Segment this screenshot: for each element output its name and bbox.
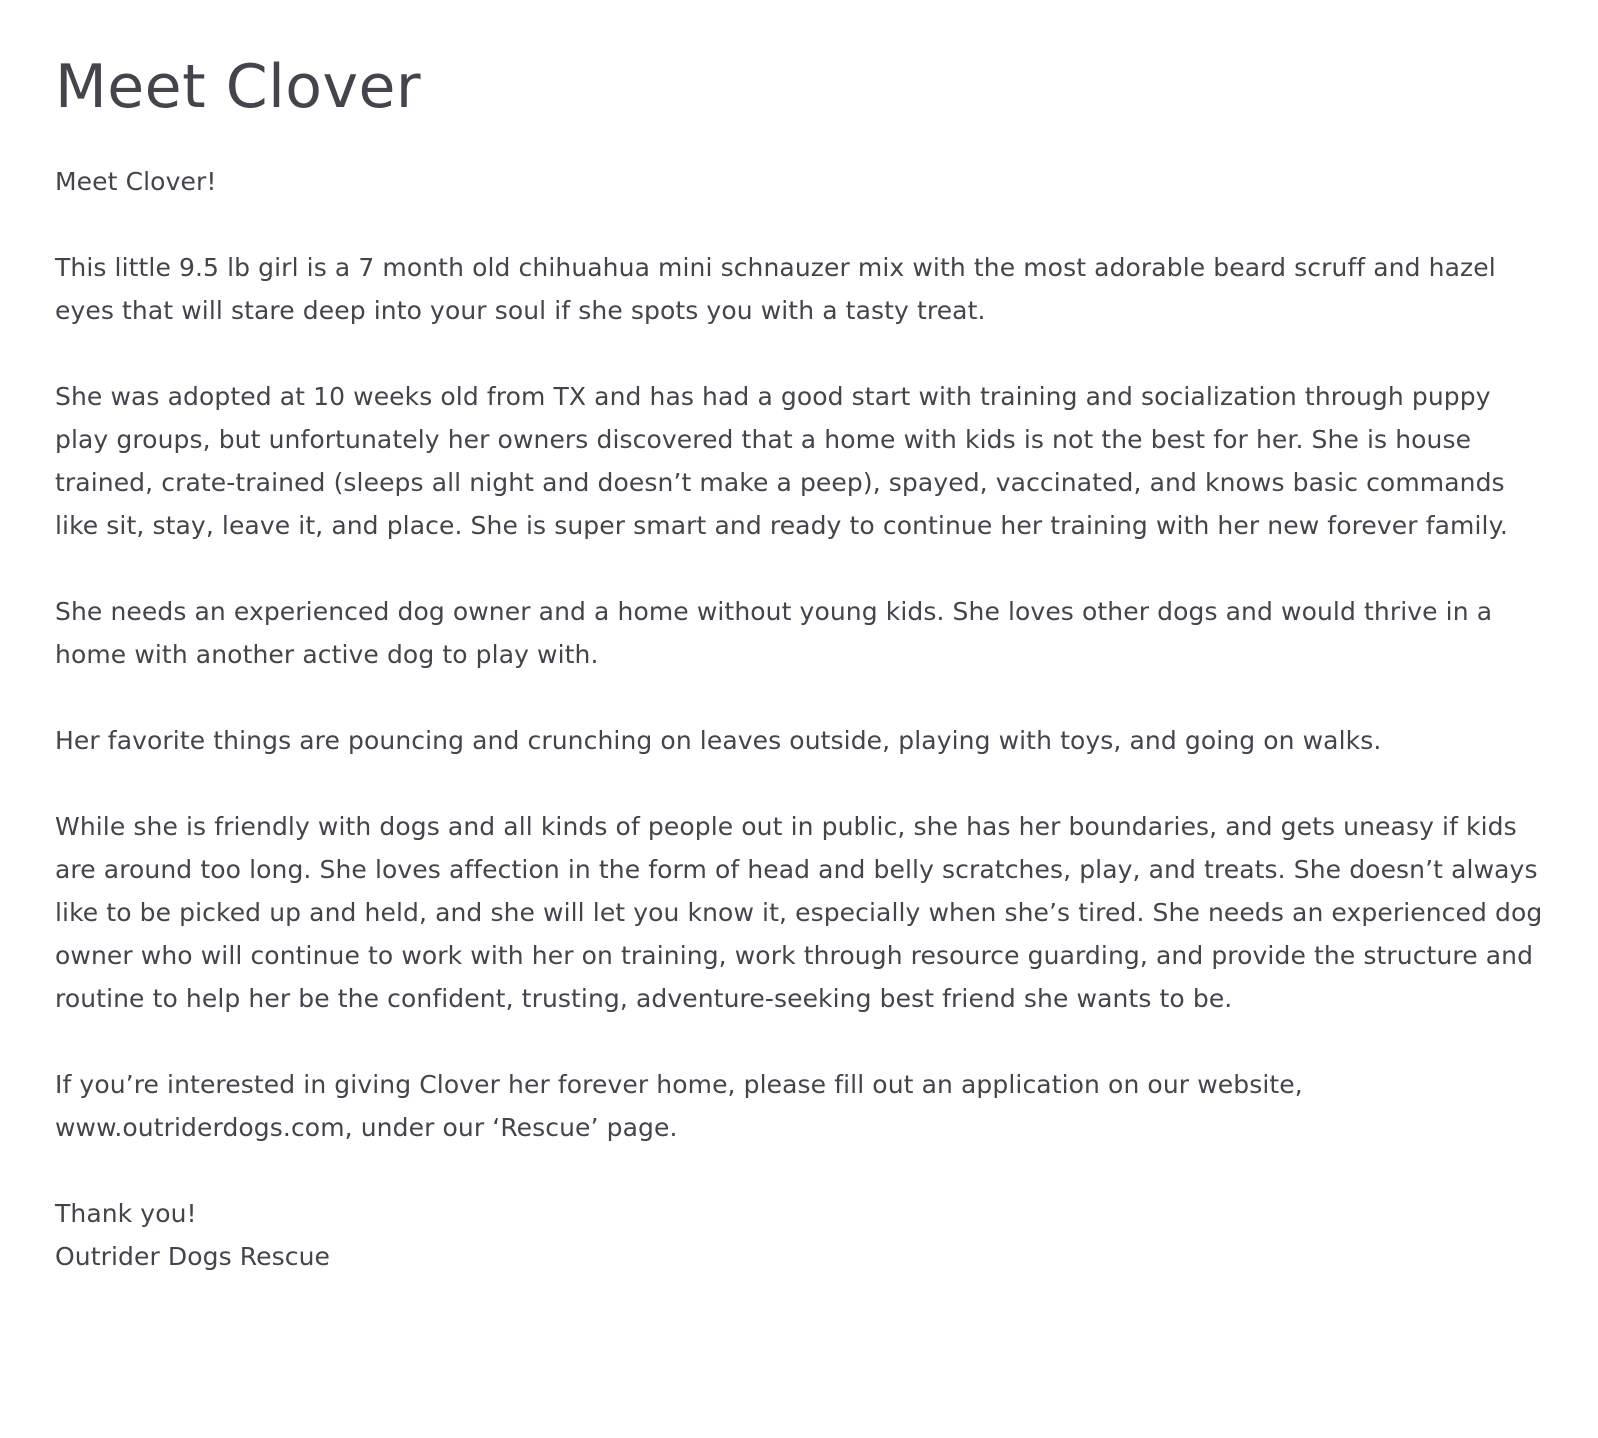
signoff: [55, 1192, 1543, 1278]
paragraph-favorites: Her favorite things are pouncing and crunching on leaves outside, playing with toys, and going on walks.: [55, 726, 1382, 755]
paragraph-background: She was adopted at 10 weeks old from TX and has had a good start with training and socialization through puppy play groups, but unfortunately her owners discovered that a home with kids is not the best for her. She is house trained, crate-trained (sleeps all night and doesn’t make a peep), spayed, vaccinated, and knows basic commands like sit, stay, leave it, and place. She is super smart and ready to continue her training with her new forever family.: [55, 382, 1508, 540]
paragraph-needs: She needs an experienced dog owner and a home without young kids. She loves other dogs and would thrive in a home with another active dog to play with.: [55, 597, 1493, 669]
signoff-signature: Outrider Dogs Rescue: [55, 1242, 331, 1271]
paragraph-greeting: Meet Clover!: [55, 167, 217, 196]
paragraph-application: If you’re interested in giving Clover her forever home, please fill out an application on our website, www.outriderdogs.com, under our ‘Rescue’ page.: [55, 1070, 1303, 1142]
page-title: Meet Clover: [55, 52, 422, 122]
paragraph-temperament: While she is friendly with dogs and all kinds of people out in public, she has her boundaries, and gets uneasy if kids are around too long. She loves affection in the form of head and belly scratches, play, and treats. She doesn’t always like to be picked up and held, and she will let you know it, especially when she’s tired. She needs an experienced dog owner who will continue to work with her on training, work through resource guarding, and provide the structure and routine to help her be the confident, trusting, adventure-seeking best friend she wants to be.: [55, 812, 1543, 1013]
paragraph-description: This little 9.5 lb girl is a 7 month old chihuahua mini schnauzer mix with the most adorable beard scruff and hazel eyes that will stare deep into your soul if she spots you with a tasty treat.: [55, 253, 1496, 325]
signoff-thanks: Thank you!: [55, 1199, 197, 1228]
